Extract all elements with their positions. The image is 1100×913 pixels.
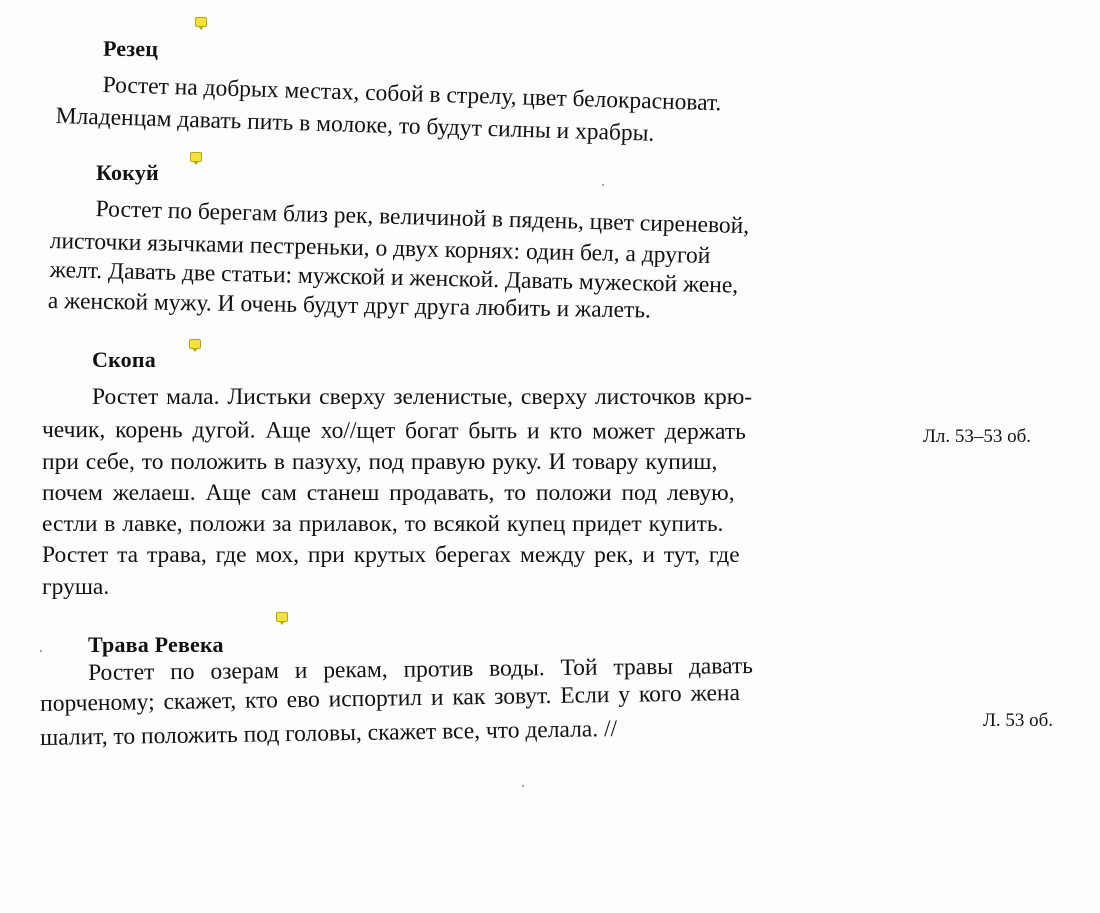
text-line: желт. Давать две статьи: мужской и женской. Давать мужеской жене, [49, 257, 739, 299]
comment-marker-icon[interactable] [189, 339, 201, 349]
text-line: Ростет та трава, где мох, при крутых берегах между рек, и тут, где [42, 542, 740, 568]
text-line: чечик, корень дугой. Аще хо//щет богат быть и кто может держать [41, 417, 746, 445]
text-line: порченому; скажет, кто ево испортил и как зовут. Если у кого жена [39, 680, 741, 717]
entry-title: Скопа [92, 347, 156, 372]
entry-title: Резец [102, 35, 159, 62]
text-line: Младенцам давать пить в молоке, то будут силны и храбры. [55, 103, 655, 147]
text-line: Ростет мала. Листьки сверху зеленистые, сверху листочков крю- [92, 384, 753, 410]
scan-speck [522, 785, 524, 787]
text-line: а женской мужу. И очень будут друг друга любить и жалеть. [47, 288, 652, 324]
text-line: почем желаеш. Аще сам станеш продавать, то положи под левую, [42, 480, 735, 506]
text-line: Ростет по озерам и рекам, против воды. Той травы давать [87, 653, 754, 686]
scan-speck [40, 650, 42, 652]
text-line: естли в лавке, положи за прилавок, то всякой купец придет купить. [42, 511, 724, 537]
scan-speck [602, 184, 604, 186]
comment-marker-icon[interactable] [190, 152, 202, 162]
text-line: груша. [42, 574, 110, 600]
text-line: при себе, то положить в пазуху, под правую руку. И товару купиш, [42, 449, 718, 475]
text-line: шалит, то положить под головы, скажет все, что делала. // [39, 715, 618, 751]
entry-title: Кокуй [96, 160, 159, 185]
text-line: листочки язычками пестреньки, о двух корнях: один бел, а другой [49, 228, 711, 269]
folio-reference: Л. 53 об. [983, 710, 1054, 731]
folio-reference: Лл. 53–53 об. [923, 426, 1032, 447]
text-line: Ростет на добрых местах, собой в стрелу, цвет белокрасноват. [102, 72, 722, 117]
comment-marker-icon[interactable] [276, 612, 288, 622]
text-line: Ростет по берегам близ рек, величиной в пядень, цвет сиреневой, [95, 196, 750, 240]
entry-title: Трава Ревека [88, 632, 224, 657]
comment-marker-icon[interactable] [195, 17, 207, 27]
